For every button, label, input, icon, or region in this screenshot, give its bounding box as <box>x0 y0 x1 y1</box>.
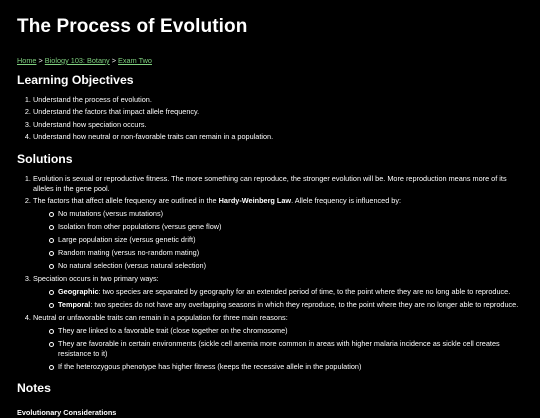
list-item: They are favorable in certain environments (sickle cell anemia more common in areas with higher malaria incidence as sickle cell creates resistance to it) <box>49 339 524 359</box>
breadcrumb <box>17 56 524 66</box>
list-item: Large population size (versus genetic drift) <box>49 235 524 245</box>
notes-subheading: Evolutionary Considerations <box>17 407 117 417</box>
hardy-weinberg-term: Hardy-Weinberg Law <box>218 195 292 205</box>
list-item: No mutations (versus mutations) <box>49 209 524 219</box>
speciation-text: : two species do not have any overlapping seasons in which they reproduce, to the point where they are no longer able to reproduce. <box>90 299 519 309</box>
list-item: No natural selection (versus natural selection) <box>49 261 524 271</box>
solution-text: . Allele frequency is influenced by: <box>291 195 402 205</box>
breadcrumb-separator: > <box>111 56 116 65</box>
solution-text: Evolution is sexual or reproductive fitness. The more something can reproduce, the stronger evolution will be. More reproduction means more of its alleles in the gene pool. <box>33 173 507 193</box>
solutions-heading: Solutions <box>17 151 73 166</box>
allele-factors-list <box>33 209 524 271</box>
list-item: 3. Understand how speciation occurs. <box>33 120 524 130</box>
speciation-term: Geographic <box>58 286 99 296</box>
list-item <box>33 196 524 271</box>
solution-text: The factors that affect allele frequency are outlined in the <box>33 195 219 205</box>
notes-heading: Notes <box>17 380 51 395</box>
list-item: 4. Understand how neutral or non-favorable traits can remain in a population. <box>33 132 524 142</box>
list-item: 2. Understand the factors that impact allele frequency. <box>33 107 524 117</box>
list-item <box>33 274 524 310</box>
list-item <box>49 300 524 310</box>
traits-list <box>33 326 524 372</box>
learning-objectives-list <box>17 95 524 142</box>
list-item: They are linked to a favorable trait (close together on the chromosome) <box>49 326 524 336</box>
learning-objectives-heading: Learning Objectives <box>17 73 134 87</box>
list-item: 1. Understand the process of evolution. <box>33 95 524 105</box>
solution-text: Speciation occurs in two primary ways: <box>33 273 159 283</box>
speciation-list <box>33 287 524 310</box>
solutions-list <box>17 174 524 372</box>
speciation-term: Temporal <box>58 299 91 309</box>
breadcrumb-link-biology-103[interactable]: Biology 103: Botany <box>44 56 110 65</box>
breadcrumb-link-exam-two[interactable]: Exam Two <box>118 56 152 65</box>
solution-text: Neutral or unfavorable traits can remain in a population for three main reasons: <box>33 312 288 322</box>
list-item: If the heterozygous phenotype has higher fitness (keeps the recessive allele in the population) <box>49 362 524 372</box>
breadcrumb-link-home[interactable]: Home <box>17 56 37 65</box>
list-item <box>33 313 524 372</box>
list-item <box>49 287 524 297</box>
list-item: Random mating (versus no-random mating) <box>49 248 524 258</box>
page-title: The Process of Evolution <box>17 16 248 37</box>
speciation-text: : two species are separated by geography for an extended period of time, to the point where they are no long able to reproduce. <box>98 286 511 296</box>
breadcrumb-separator: > <box>38 56 43 65</box>
list-item <box>33 174 524 194</box>
list-item: Isolation from other populations (versus gene flow) <box>49 222 524 232</box>
